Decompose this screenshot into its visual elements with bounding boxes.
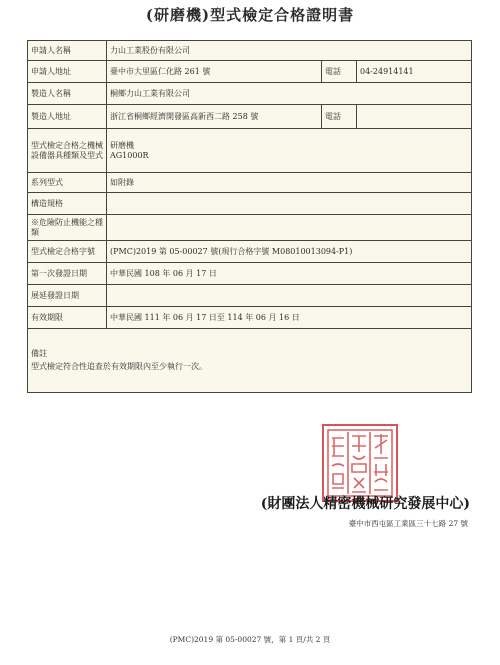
value-hazard-function: [107, 215, 472, 241]
value-manufacturer-name: 桐鄉力山工業有限公司: [107, 83, 472, 105]
value-manufacturer-phone: [357, 105, 472, 129]
row-validity-period: [28, 307, 472, 329]
label-cert-number: 型式檢定合格字號: [28, 241, 107, 263]
seal-glyph-pattern: [324, 426, 396, 500]
value-extension-date: [107, 285, 472, 307]
issuer-address: 臺中市西屯區工業區三十七路 27 號: [348, 519, 468, 528]
row-applicant-name: [28, 41, 472, 61]
row-equipment-type: [28, 129, 472, 173]
row-manufacturer-name: [28, 83, 472, 105]
certificate-table: [27, 40, 472, 393]
label-applicant-phone: 電話: [322, 61, 357, 83]
label-manufacturer-name: 製造人名稱: [28, 83, 107, 105]
row-structure-spec: [28, 193, 472, 215]
row-manufacturer-address: [28, 105, 472, 129]
official-seal-stamp: [322, 424, 398, 502]
row-extension-date: [28, 285, 472, 307]
label-hazard-function: ※危險防止機能之種類: [28, 215, 107, 241]
remarks-cell: [28, 329, 472, 393]
value-validity-period: 中華民國 111 年 06 月 17 日至 114 年 06 月 16 日: [107, 307, 472, 329]
label-structure-spec: 構造規格: [28, 193, 107, 215]
value-first-issue-date: 中華民國 108 年 06 月 17 日: [107, 263, 472, 285]
row-applicant-address: [28, 61, 472, 83]
label-manufacturer-address: 製造人地址: [28, 105, 107, 129]
value-structure-spec: [107, 193, 472, 215]
label-extension-date: 展延發證日期: [28, 285, 107, 307]
label-equipment-type: 型式檢定合格之機械設備器具種類及型式: [28, 129, 107, 173]
label-validity-period: 有效期限: [28, 307, 107, 329]
equipment-model: AG1000R: [110, 150, 149, 160]
label-applicant-name: 申請人名稱: [28, 41, 107, 61]
equipment-name: 研磨機: [110, 140, 134, 150]
value-applicant-phone: 04-24914141: [357, 61, 472, 83]
value-manufacturer-address: 浙江省桐鄉經濟開發區高新西二路 258 號: [107, 105, 322, 129]
value-applicant-address: 臺中市大里區仁化路 261 號: [107, 61, 322, 83]
label-first-issue-date: 第一次發證日期: [28, 263, 107, 285]
row-remarks: [28, 329, 472, 393]
certificate-title: (研磨機)型式檢定合格證明書: [145, 6, 355, 24]
row-cert-number: [28, 241, 472, 263]
label-applicant-address: 申請人地址: [28, 61, 107, 83]
remarks-text: 型式檢定符合性追查於有效期限內至少執行一次。: [31, 362, 207, 371]
value-cert-number: (PMC)2019 第 05-00027 號(現行合格字號 M08010013094-P1): [107, 241, 472, 263]
value-applicant-name: 力山工業股份有限公司: [107, 41, 472, 61]
issuer-name: (財團法人精密機械研究發展中心): [260, 496, 470, 512]
remarks-title: 備註: [31, 349, 47, 358]
page-footer: (PMC)2019 第 05-00027 號，第 1 頁/共 2 頁: [169, 635, 331, 644]
value-equipment-type: [107, 129, 472, 173]
row-first-issue-date: [28, 263, 472, 285]
row-series-model: [28, 173, 472, 193]
value-series-model: 如附錄: [107, 173, 472, 193]
row-hazard-function: [28, 215, 472, 241]
label-series-model: 系列型式: [28, 173, 107, 193]
label-manufacturer-phone: 電話: [322, 105, 357, 129]
